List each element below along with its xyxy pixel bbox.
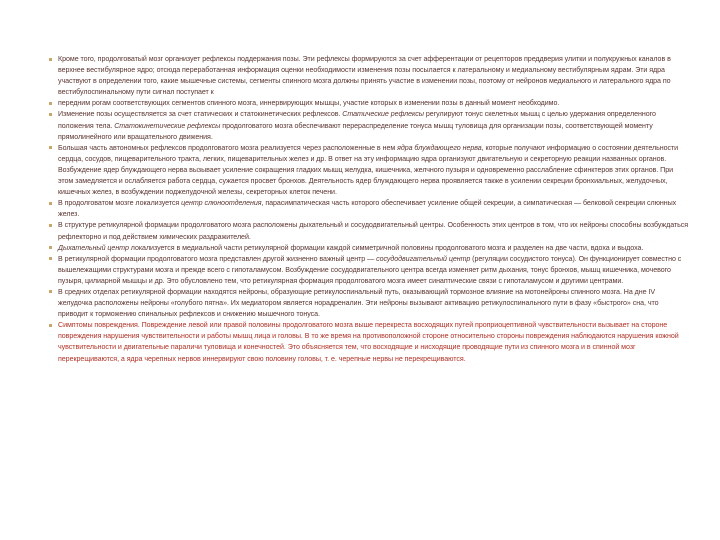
bullet-marker: [49, 246, 52, 249]
list-item-text: Изменение позы осуществляется за счет статических и статокинетических рефлексов.: [58, 110, 343, 119]
bullet-marker: [49, 324, 52, 327]
list-item-text: передним рогам соответствующих сегментов спинного мозга, иннервирующих мышцы, участие которых в изменении позы в данный момент необходимо.: [58, 99, 560, 108]
list-item-text: , парасимпатическая часть которого обеспечивает усиление общей секреции, а симпатическая — белковой секреции слюнных желез.: [58, 199, 677, 219]
bullet-marker: [49, 257, 52, 260]
list-item-text: Кроме того, продолговатый мозг организует рефлексы поддержания позы. Эти рефлексы формируются за счет афферентации от рецепторов преддверия улитки и полукружных каналов в верхнее вестибулярное ядро; отсюда переработанная информация оценки необходимости изменения позы посылается к латеральному и медиальному вестибулярным ядрам. Эти ядра участвуют в определении того, какие мышечные системы, сегменты спинного мозга должны принять участие в изменении позы, поэтому от нейронов медиального и латерального ядра по вестибулоспинальному пути сигнал поступает к: [58, 55, 671, 97]
bullet-marker: [49, 58, 52, 61]
bullet-marker: [49, 290, 52, 293]
list-item: [58, 198, 690, 220]
term-statokinetic-reflexes: Статокинетические рефлексы: [114, 121, 221, 130]
term-vagus-nuclei: ядра блуждающего нерва: [397, 143, 482, 152]
bullet-marker: [49, 224, 52, 227]
bullet-marker: [49, 102, 52, 105]
list-item-text: Большая часть автономных рефлексов продолговатого мозга реализуется через расположенные в нем: [58, 143, 398, 152]
list-item: [58, 254, 690, 287]
list-item: [58, 98, 690, 109]
list-item: [58, 54, 690, 98]
term-salivation-center: центр слюноотделения: [181, 199, 262, 208]
term-vasomotor-center: сосудодвигательный центр: [376, 254, 471, 263]
term-respiratory-center: Дыхательный центр: [58, 243, 129, 252]
term-static-reflexes: Статические рефлексы: [342, 110, 424, 119]
bullet-list: [58, 54, 690, 365]
list-item: [58, 220, 690, 242]
list-item: [58, 109, 690, 142]
list-item-text: В структуре ретикулярной формации продолговатого мозга расположены дыхательный и сосудодвигательный центры. Особенность этих центров в том, что их нейроны способны возбуждаться рефлекторно и под действием химических раздражителей.: [58, 221, 689, 241]
list-item-text: В продолговатом мозге локализуется: [58, 199, 182, 208]
list-item-symptoms: [58, 320, 690, 364]
list-item-text: локализуется в медиальной части ретикулярной формации каждой симметричной половины продолговатого мозга и разделен на две части, вдоха и выдоха.: [128, 243, 644, 252]
list-item-text: продолговатого мозга обеспечивают перераспределение тонуса мышц туловища для организации позы, соответствующей моменту прямолинейного или вращательного движения.: [58, 121, 653, 141]
list-item: [58, 143, 690, 198]
list-item-text: (регуляции сосудистого тонуса). Он функционирует совместно с вышележащими структурами мозга и прежде всего с гипоталамусом. Возбуждение сосудодвигательного центра всегда изменяет ритм дыхания, тонус бронхов, мышц кишечника, мочевого пузыря, цилиарной мышцы и др. Это обусловлено тем, что ретикулярная формация продолговатого мозга имеет синаптические связи с гипоталамусом и другими центрами.: [58, 254, 682, 285]
list-item-text: В ретикулярной формации продолговатого мозга представлен другой жизненно важный центр —: [58, 254, 377, 263]
list-item-text: В средних отделах ретикулярной формации находятся нейроны, образующие ретикулоспинальный путь, оказывающий тормозное влияние на мотонейроны спинного мозга. На дне IV желудочка расположены нейроны «голубого пятна». Их медиатором является норадреналин. Эти нейроны вызывают активацию ретикулоспинального пути в фазу «быстрого» сна, что приводит к торможению спинальных рефлексов и снижению мышечного тонуса.: [58, 287, 659, 319]
bullet-marker: [49, 202, 52, 205]
list-item-text: регулируют тонус скелетных мышц с целью удержания определенного положения тела.: [58, 110, 656, 130]
bullet-marker: [49, 146, 52, 149]
list-item: [58, 287, 690, 320]
list-item-text: Симптомы повреждения. Повреждение левой или правой половины продолговатого мозга выше перекреста восходящих путей проприоцептивной чувствительности вызывает на стороне повреждения нарушения чувствительности и работы мышц лица и головы. В то же время на противоположной стороне относительно стороны повреждения наблюдаются нарушения кожной чувствительности и двигательные параличи туловища и конечностей. Это объясняется тем, что восходящие и нисходящие проводящие пути из спинного мозга и в спинной мозг перекрещиваются, а ядра черепных нервов иннервируют свою половину головы, т. е. черепные нервы не перекрещиваются.: [58, 321, 679, 363]
list-item-text: , которые получают информацию о состоянии деятельности сердца, сосудов, пищеварительного тракта, легких, пищеварительных желез и др. В ответ на эту информацию ядра организуют двигательную и секреторную реакции названных органов. Возбуждение ядер блуждающего нерва вызывает усиление сокращения гладких мышц желудка, кишечника, желчного пузыря и одновременно расслабление сфинктеров этих органов. При этом замедляется и ослабляется работа сердца, сужается просвет бронхов. Деятельность ядер блуждающего нерва проявляется также в усилении секреции бронхиальных, желудочных, кишечных желез, в возбуждении поджелудочной железы, секреторных клеток печени.: [58, 143, 679, 197]
bullet-marker: [49, 113, 52, 116]
list-item: [58, 243, 690, 254]
